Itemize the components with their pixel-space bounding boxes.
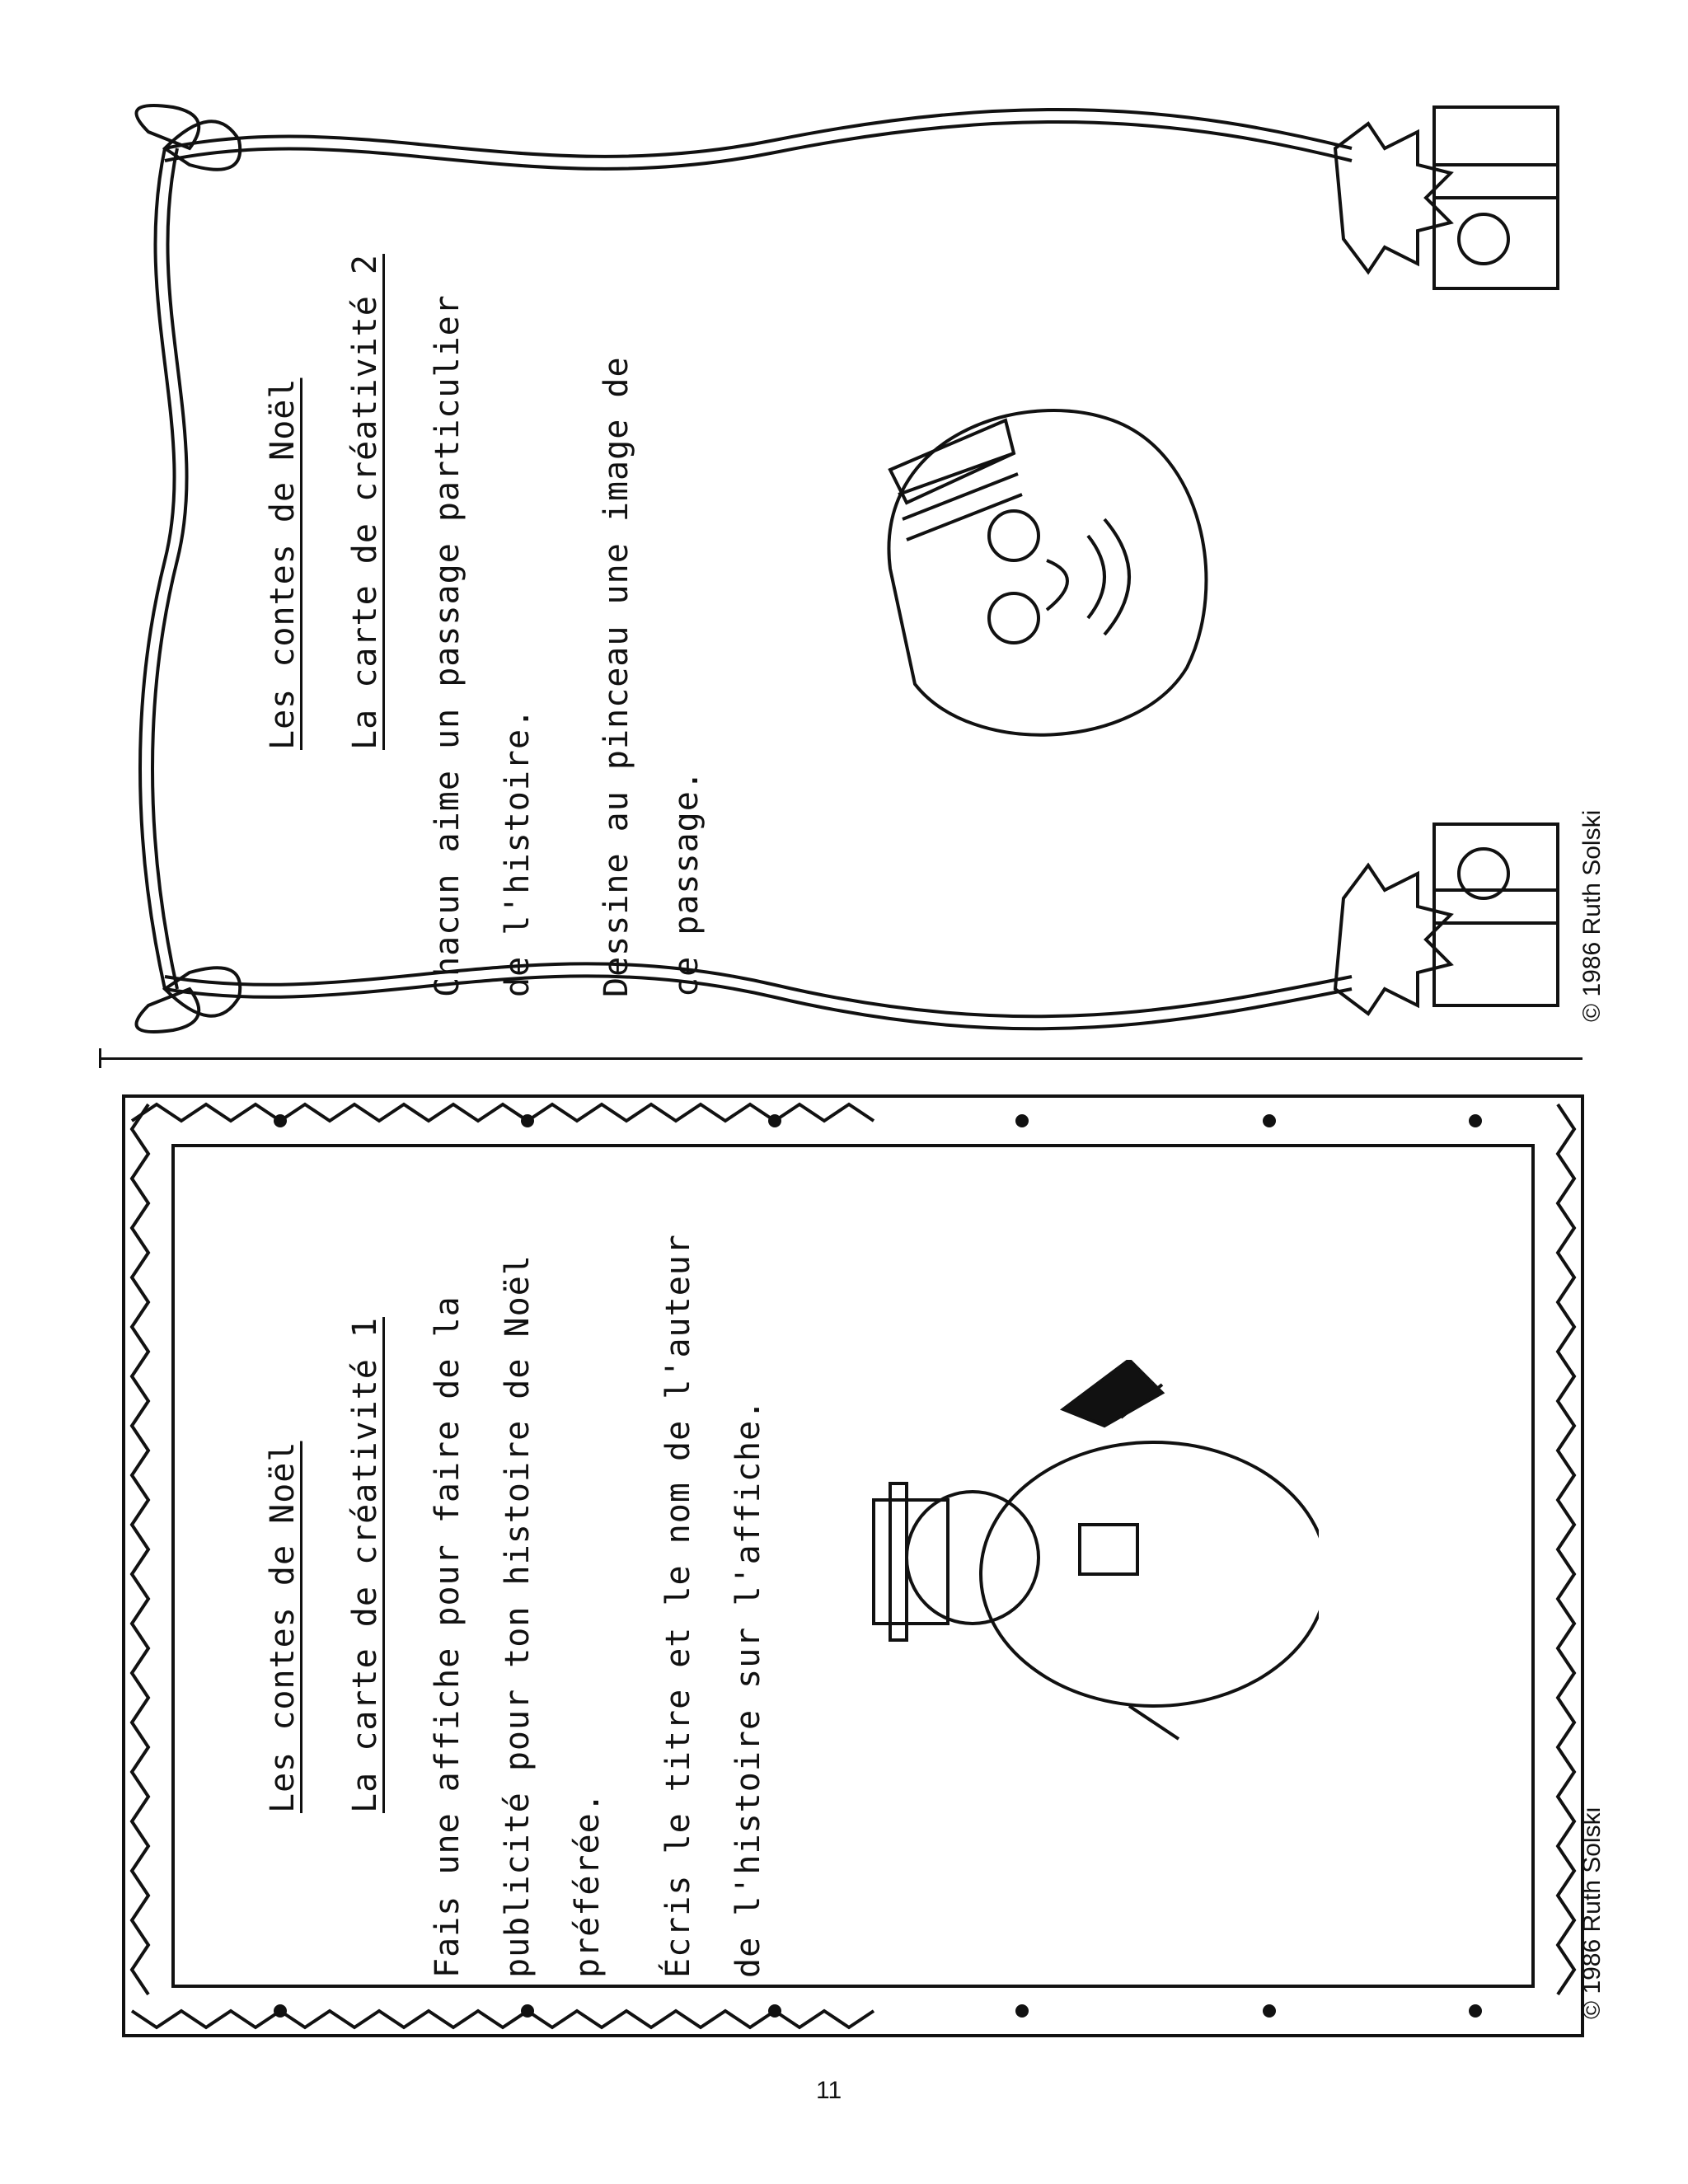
card-1-line-2: publicité pour ton histoire de Noël <box>499 1254 537 1978</box>
divider-tick <box>99 1048 101 1068</box>
card-2-line-2: de l'histoire. <box>499 707 537 997</box>
card-1-copyright: © 1986 Ruth Solski <box>1578 1807 1606 2019</box>
card-1-line-1: Fais une affiche pour faire de la <box>429 1296 467 1978</box>
card-1-text <box>264 1154 841 1978</box>
card-divider <box>99 1057 1582 1060</box>
page-number: 11 <box>816 2077 842 2104</box>
card-2-subtitle: La carte de créativité 2 <box>346 254 384 750</box>
card-1-line-3: préférée. <box>569 1792 607 1978</box>
card-2-line-1: Chacun aime un passage particulier <box>429 294 467 997</box>
card-1-line-4: Écris le titre et le nom de l'auteur <box>659 1234 697 1978</box>
snowman-icon <box>857 1360 1319 1788</box>
card-2-copyright: © 1986 Ruth Solski <box>1578 809 1606 1022</box>
creativity-card-2 <box>115 99 1606 1022</box>
card-1-line-5: de l'histoire sur l'affiche. <box>729 1399 767 1978</box>
card-1-subtitle: La carte de créativité 1 <box>346 1317 384 1813</box>
card-2-line-4: ce passage. <box>668 770 706 997</box>
card-2-text <box>264 91 841 997</box>
santa-face-icon <box>841 371 1236 766</box>
creativity-card-1 <box>115 1088 1606 2044</box>
card-1-title: Les contes de Noël <box>264 1441 302 1813</box>
card-2-title: Les contes de Noël <box>264 377 302 750</box>
card-2-line-3: Dessine au pinceau une image de <box>598 356 635 997</box>
